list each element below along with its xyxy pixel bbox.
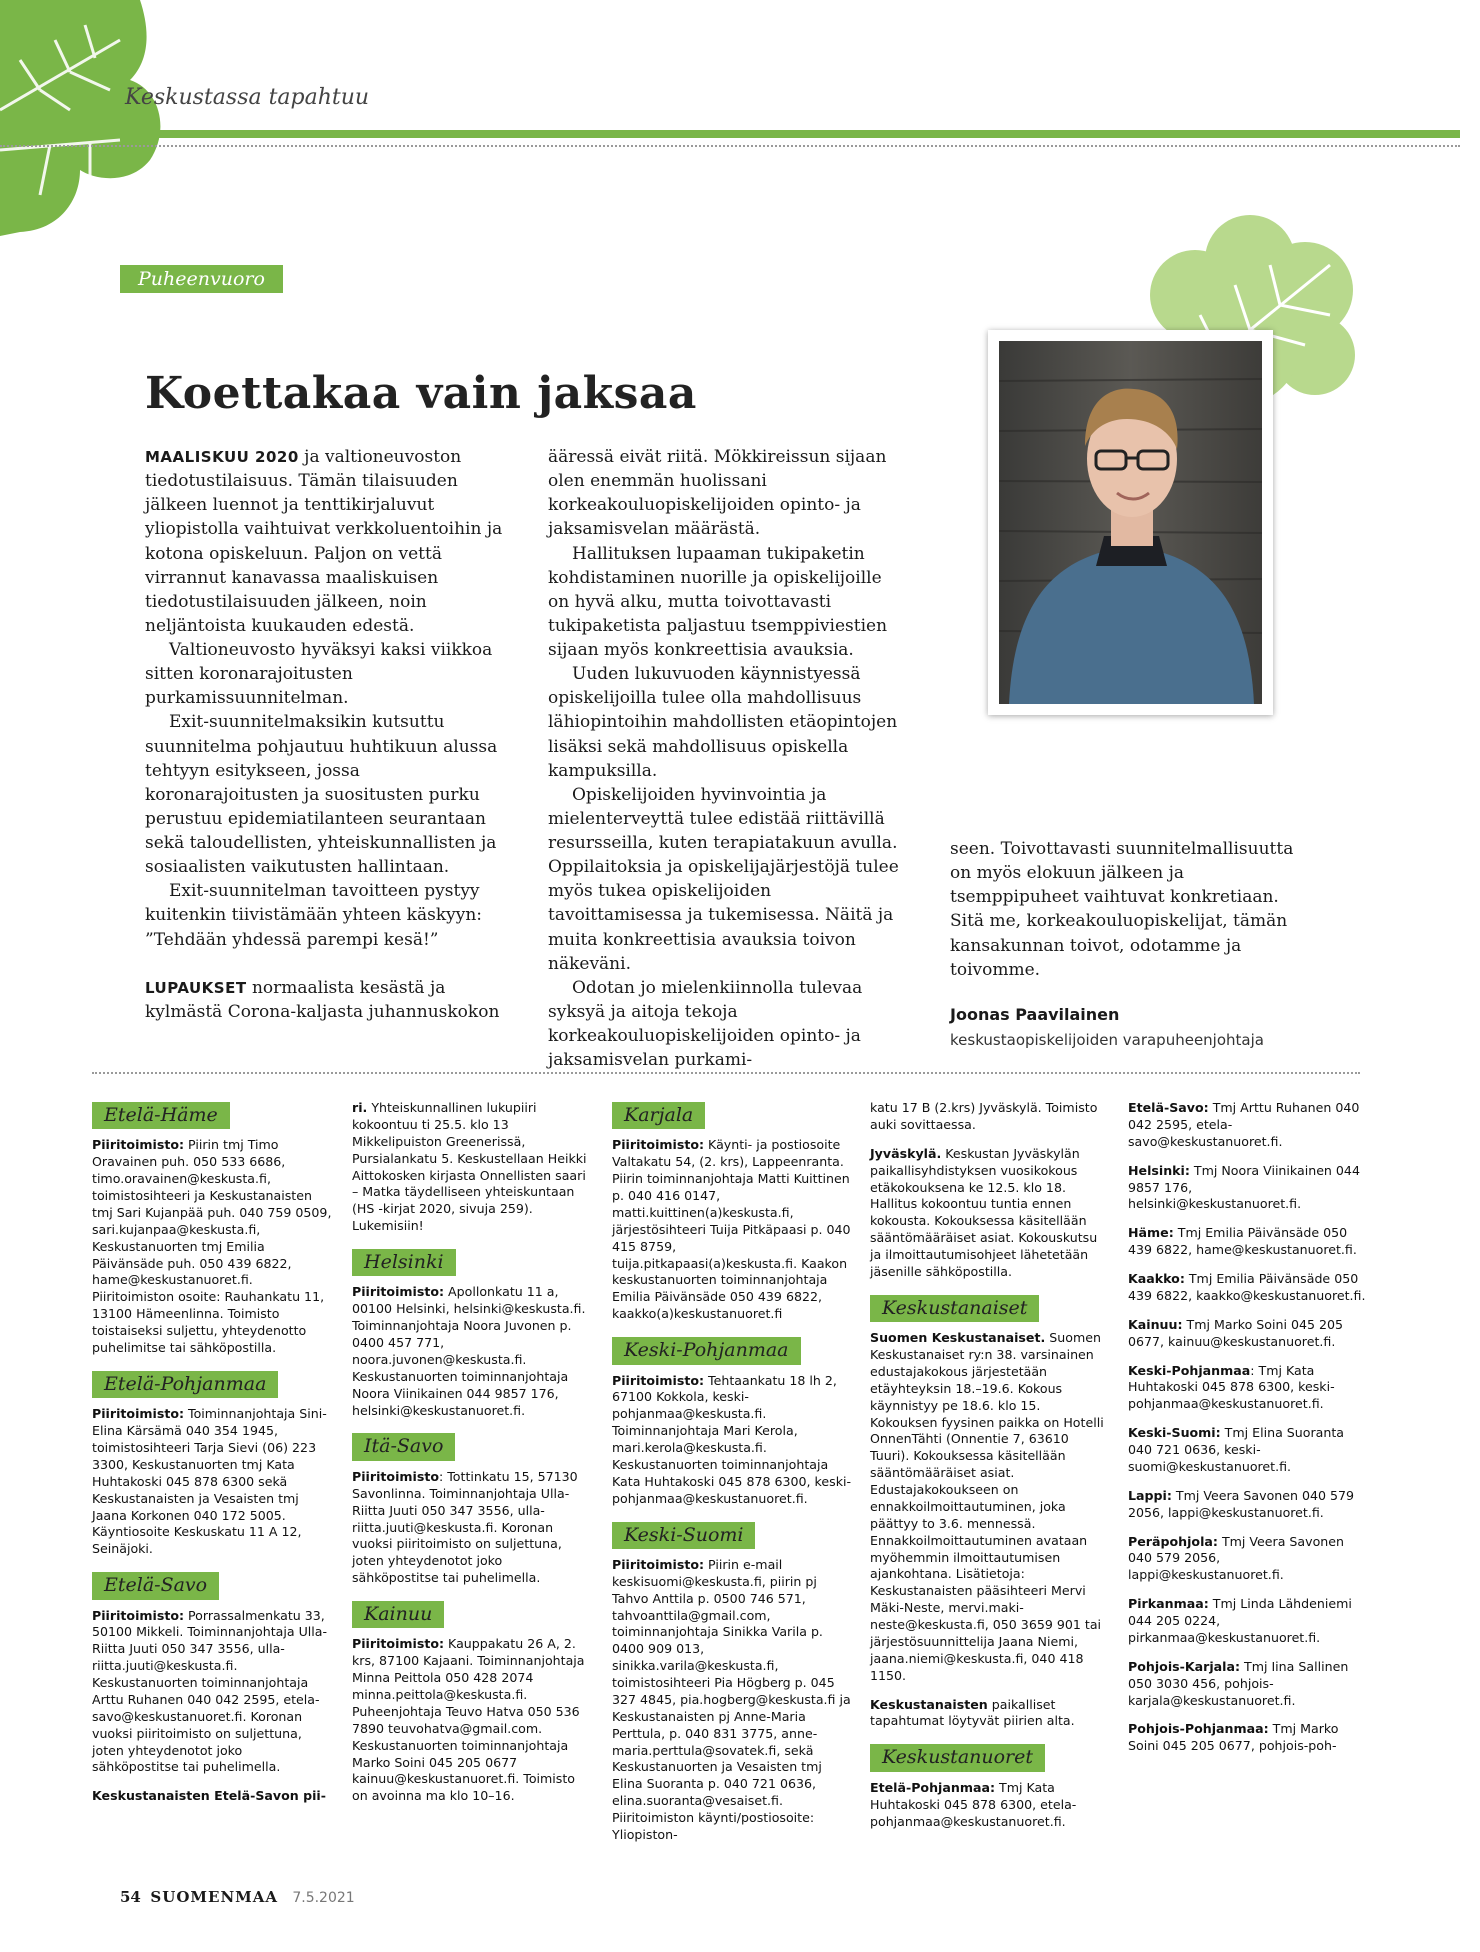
directory-entry bbox=[92, 1406, 332, 1558]
entry-label: Kainuu: bbox=[1128, 1316, 1183, 1332]
entry-label: Häme: bbox=[1128, 1225, 1174, 1241]
entry-text: paikalliset tapahtumat löytyvät piirien alta. bbox=[870, 1696, 1075, 1729]
directory-column-3 bbox=[612, 1100, 852, 1856]
directory-entry bbox=[870, 1146, 1110, 1281]
issue-date: 7.5.2021 bbox=[292, 1890, 355, 1906]
author-name: Joonas Paavilainen bbox=[950, 1004, 1120, 1024]
entry-text: : Tottinkatu 15, 57130 Savonlinna. Toiminnanjohtaja Ulla-Riitta Juuti 050 347 3556, ulla-riitta.juuti@keskusta.fi. Koronan vuoksi piiritoimisto on suljettuna, joten yhteydenotot joko sähköpostitse tai puhelimella. bbox=[352, 1468, 578, 1586]
directory-entry bbox=[612, 1137, 852, 1323]
directory-entry bbox=[92, 1788, 332, 1805]
directory-entry bbox=[612, 1557, 852, 1844]
entry-text: Piirin e-mail keskisuomi@keskusta.fi, piirin pj Tahvo Anttila p. 0500 746 571, tahvoanttila@gmail.com, toiminnanjohtaja Sinikka Varila p. 0400 909 013, sinikka.varila@keskusta.fi, toimistosihteeri Pia Högberg p. 045 327 4845, pia.hogberg@keskusta.fi ja Keskustanaisten pj Anne-Maria Perttula, p. 040 831 3775, anne-maria.perttula@sovatek.fi, sekä Keskustanuorten ja Vesaisten tmj Elina Suoranta p. 040 721 0636, elina.suoranta@vesaiset.fi. Piiritoimiston käynti/postiosoite: Yliopiston- bbox=[612, 1556, 851, 1842]
entry-text: Porrassalmenkatu 33, 50100 Mikkeli. Toiminnanjohtaja Ulla-Riitta Juuti 050 347 3556, ulla-riitta.juuti@keskusta.fi. Keskustanuorten toiminnanjohtaja Arttu Ruhanen 040 042 2595, etela-savo@keskustanuoret.fi. Koronan vuoksi piiritoimisto on suljettuna, joten yhteydenotot joko sähköpostitse tai puhelimella. bbox=[92, 1607, 328, 1775]
directory-entry bbox=[1128, 1721, 1368, 1755]
entry-text: Tmj Emilia Päivänsäde 050 439 6822, kaakko@keskustanuoret.fi. bbox=[1128, 1271, 1366, 1303]
directory-entry bbox=[1128, 1425, 1368, 1476]
header-rule bbox=[120, 130, 1460, 138]
directory-entry bbox=[352, 1100, 592, 1235]
directory-entry bbox=[1128, 1225, 1368, 1259]
clover-leaf-topleft-icon bbox=[0, 0, 170, 240]
entry-label: Lappi: bbox=[1128, 1487, 1172, 1503]
entry-label: Pirkanmaa: bbox=[1128, 1596, 1209, 1612]
entry-label: Piiritoimisto: bbox=[92, 1137, 185, 1153]
paragraph: ääressä eivät riitä. Mökkireissun sijaan olen enemmän huolissani korkeakouluopiskelijoiden opinto- ja jaksamisvelan määrästä. bbox=[548, 447, 887, 540]
entry-label: Peräpohjola: bbox=[1128, 1533, 1218, 1549]
entry-text: Tmj Veera Savonen 040 579 2056, lappi@keskustanuoret.fi. bbox=[1128, 1487, 1355, 1520]
author-role: keskustaopiskelijoiden varapuheenjohtaja bbox=[950, 1031, 1264, 1050]
paragraph: seen. Toivottavasti suunnitelmallisuutta on myös elokuun jälkeen ja tsemppipuheet vaihtuvat konkretiaan. Sitä me, korkeakouluopiskelijat, tämän kansakunnan toivot, odotamme ja toivomme. bbox=[950, 839, 1294, 980]
directory-entry bbox=[870, 1780, 1110, 1831]
entry-label: Piiritoimisto: bbox=[352, 1284, 445, 1300]
entry-label: Jyväskylä. bbox=[870, 1145, 942, 1161]
paragraph: Odotan jo mielenkiinnolla tulevaa syksyä ja aitoja tekoja korkeakouluopiskelijoiden opinto- ja jaksamisvelan purkami- bbox=[548, 977, 863, 1071]
paragraph: Hallituksen lupaaman tukipaketin kohdistaminen nuorille ja opiskelijoille on hyvä alku, mutta toivottavasti tukipaketista paljastuu tsemppiviestien sijaan myös konkreettisia avauksia. bbox=[548, 543, 888, 660]
paragraph: Uuden lukuvuoden käynnistyessä opiskelijoilla tulee olla mahdollisuus lähiopintoihin mahdollisten etäopintojen lisäksi sekä mahdollisuus opiskella kampuksilla. bbox=[548, 664, 898, 781]
region-heading: Etelä-Pohjanmaa bbox=[92, 1371, 278, 1398]
lead-in: LUPAUKSET bbox=[145, 978, 247, 997]
paragraph bbox=[145, 976, 503, 1024]
entry-text: Yhteiskunnallinen lukupiiri kokoontuu ti 25.5. klo 13 Mikkelipuiston Greenerissä, Pursialankatu 5. Keskustellaan Heikki Aittokosken kirjasta Onnellisten saari – Matka täydelliseen yhteiskuntaan (HS -kirjat 2020, sivuja 259). Lukemisiin! bbox=[352, 1100, 587, 1234]
entry-label: Piiritoimisto bbox=[352, 1468, 439, 1484]
region-heading: Itä-Savo bbox=[352, 1433, 455, 1460]
entry-label: Piiritoimisto: bbox=[92, 1607, 185, 1623]
entry-text: Tmj Emilia Päivänsäde 050 439 6822, hame@keskustanuoret.fi. bbox=[1128, 1225, 1357, 1258]
directory-entry bbox=[1128, 1100, 1368, 1151]
entry-label: Etelä-Savo: bbox=[1128, 1100, 1209, 1115]
directory-entry bbox=[870, 1697, 1110, 1731]
entry-text: Tmj Iina Sallinen 050 3030 456, pohjois-karjala@keskustanuoret.fi. bbox=[1128, 1658, 1349, 1708]
entry-label: Piiritoimisto: bbox=[612, 1556, 705, 1572]
entry-label: Piiritoimisto: bbox=[612, 1372, 705, 1388]
entry-text: Tmj Marko Soini 045 205 0677, kainuu@keskustanuoret.fi. bbox=[1128, 1316, 1344, 1349]
entry-text: Toiminnanjohtaja Sini-Elina Kärsämä 040 354 1945, toimistosihteeri Tarja Sievi (06) 223 3300, Keskustanuorten tmj Kata Huhtakoski 045 878 6300 sekä Keskustanaisten ja Vesaisten tmj Jaana Korkonen 040 172 5005. Käyntiosoite Keskuskatu 11 A 12, Seinäjoki. bbox=[92, 1406, 327, 1557]
entry-label: Keski-Suomi: bbox=[1128, 1425, 1221, 1441]
entry-text: Piirin tmj Timo Oravainen puh. 050 533 6686, timo.oravainen@keskusta.fi, toimistosihteeri ja Keskustanaisten tmj Sari Kujanpää puh. 040 759 0509, sari.kujanpaa@keskusta.fi, Keskustanuorten tmj Emilia Päivänsäde puh. 050 439 6822, hame@keskustanuoret.fi. Piiritoimiston osoite: Rauhankatu 11, 13100 Hämeenlinna. Toimisto toistaiseksi suljettu, yhteydenotto puhelimitse tai sähköpostilla. bbox=[92, 1137, 332, 1355]
paragraph: Opiskelijoiden hyvinvointia ja mielenterveyttä tulee edistää riittävillä resursseilla, kuten terapiatakuun avulla. Oppilaitoksia ja opiskelijajärjestöjä tulee myös tukea opiskelijoiden tavoittamisessa ja tukemisessa. Näitä ja muita konkreettisia avauksia toivon näkeväni. bbox=[548, 784, 899, 974]
region-heading: Keskustanuoret bbox=[870, 1744, 1045, 1771]
entry-label: Piiritoimisto: bbox=[612, 1137, 705, 1153]
paragraph: Valtioneuvosto hyväksyi kaksi viikkoa sitten koronarajoitusten purkamissuunnitelman. bbox=[145, 640, 493, 709]
entry-text: Tmj Marko Soini 045 205 0677, pohjois-poh- bbox=[1128, 1721, 1339, 1754]
entry-text: : Tmj Kata Huhtakoski 045 878 6300, keski-pohjanmaa@keskustanuoret.fi. bbox=[1128, 1362, 1335, 1412]
entry-label: Suomen Keskustanaiset. bbox=[870, 1330, 1046, 1346]
article-column-3 bbox=[950, 837, 1295, 1052]
paragraph bbox=[145, 445, 503, 638]
directory-entry bbox=[352, 1284, 592, 1419]
entry-text: katu 17 B (2.krs) Jyväskylä. Toimisto auki sovittaessa. bbox=[870, 1100, 1098, 1132]
directory-entry bbox=[870, 1100, 1110, 1134]
directory-entry bbox=[870, 1330, 1110, 1684]
article-column-1 bbox=[145, 445, 503, 1024]
directory-entry bbox=[1128, 1271, 1368, 1305]
author-photo bbox=[988, 330, 1273, 715]
page-number: 54 bbox=[120, 1888, 141, 1906]
directory-entry bbox=[1128, 1596, 1368, 1647]
entry-text: Kauppakatu 26 A, 2. krs, 87100 Kajaani. Toiminnanjohtaja Minna Peittola 050 428 2074 minna.peittola@keskusta.fi. Puheenjohtaja Teuvo Hatva 050 536 7890 teuvohatva@gmail.com. Keskustanuorten toiminnanjohtaja Marko Soini 045 205 0677 kainuu@keskustanuoret.fi. Toimisto on avoinna ma klo 10–16. bbox=[352, 1636, 585, 1804]
entry-label: Pohjois-Karjala: bbox=[1128, 1658, 1240, 1674]
directory-entry bbox=[352, 1469, 592, 1587]
entry-label: Keski-Pohjanmaa bbox=[1128, 1362, 1251, 1378]
section-title: Keskustassa tapahtuu bbox=[125, 85, 370, 110]
entry-label: Etelä-Pohjanmaa: bbox=[870, 1779, 995, 1795]
entry-text: Tmj Linda Lähdeniemi 044 205 0224, pirkanmaa@keskustanuoret.fi. bbox=[1128, 1596, 1352, 1645]
paragraph: Exit-suunnitelman tavoitteen pystyy kuitenkin tiivistämään yhteen käskyyn: ”Tehdään yhdessä parempi kesä!” bbox=[145, 881, 483, 950]
entry-label: Piiritoimisto: bbox=[92, 1406, 185, 1422]
entry-text: Apollonkatu 11 a, 00100 Helsinki, helsinki@keskusta.fi. Toiminnanjohtaja Noora Juvonen p. 0400 457 771, noora.juvonen@keskusta.fi. Keskustanuorten toiminnanjohtaja Noora Viinikainen 044 9857 176, helsinki@keskustanuoret.fi. bbox=[352, 1284, 586, 1418]
directory-entry bbox=[1128, 1317, 1368, 1351]
paragraph: Exit-suunnitelmaksikin kutsuttu suunnitelma pohjautuu huhtikuun alussa tehtyyn esitykseen, jossa koronarajoitusten ja suositusten purku perustuu epidemiatilanteen seurantaan sekä taloudellisten, yhteiskunnallisten ja sosiaalisten vaikutusten hallintaan. bbox=[145, 712, 498, 878]
entry-text: Tehtaankatu 18 lh 2, 67100 Kokkola, keski-pohjanmaa@keskusta.fi. Toiminnanjohtaja Mari Kerola, mari.kerola@keskusta.fi. Keskustanuorten toiminnanjohtaja Kata Huhtakoski 045 878 6300, keski-pohjanmaa@keskustanuoret.fi. bbox=[612, 1372, 852, 1506]
region-heading: Etelä-Häme bbox=[92, 1102, 230, 1129]
region-heading: Karjala bbox=[612, 1102, 705, 1129]
region-heading: Helsinki bbox=[352, 1249, 456, 1276]
entry-label: Helsinki: bbox=[1128, 1162, 1190, 1178]
entry-text: Tmj Arttu Ruhanen 040 042 2595, etela-savo@keskustanuoret.fi. bbox=[1128, 1100, 1360, 1149]
entry-label: Kaakko: bbox=[1128, 1271, 1185, 1286]
entry-label: Pohjois-Pohjanmaa: bbox=[1128, 1721, 1269, 1737]
entry-label: ri. bbox=[352, 1100, 368, 1115]
paragraph-text: normaalista kesästä ja kylmästä Corona-kaljasta juhannuskokon bbox=[145, 977, 500, 1022]
directory-entry bbox=[1128, 1534, 1368, 1585]
section-divider bbox=[92, 1072, 1360, 1074]
entry-label: Keskustanaisten Etelä-Savon pii- bbox=[92, 1788, 326, 1804]
page-footer bbox=[120, 1888, 355, 1906]
entry-text: Tmj Noora Viinikainen 044 9857 176, helsinki@keskustanuoret.fi. bbox=[1128, 1162, 1360, 1212]
entry-text: Tmj Elina Suoranta 040 721 0636, keski-suomi@keskustanuoret.fi. bbox=[1128, 1425, 1345, 1474]
region-heading: Kainuu bbox=[352, 1601, 444, 1628]
lead-in: MAALISKUU 2020 bbox=[145, 448, 299, 466]
directory-entry bbox=[1128, 1488, 1368, 1522]
directory-entry bbox=[1128, 1163, 1368, 1214]
article-column-2 bbox=[548, 445, 906, 1072]
header-dotted-rule bbox=[0, 145, 1460, 147]
article-title: Koettakaa vain jaksaa bbox=[145, 368, 697, 419]
region-heading: Keski-Suomi bbox=[612, 1522, 755, 1549]
directory-column-4 bbox=[870, 1100, 1110, 1842]
entry-label: Piiritoimisto: bbox=[352, 1636, 445, 1652]
directory-entry bbox=[352, 1636, 592, 1805]
entry-text: Käynti- ja postiosoite Valtakatu 54, (2. krs), Lappeenranta. Piirin toiminnanjohtaja Matti Kuittinen p. 040 416 0147, matti.kuittinen(a)keskusta.fi, järjestösihteeri Tuija Pitkäpaasi p. 040 415 8759, tuija.pitkapaasi(a)keskusta.fi. Kaakon keskustanuorten toiminnanjohtaja Emilia Päivänsäde 050 439 6822, kaakko(a)keskustanuoret.fi bbox=[612, 1137, 851, 1322]
directory-entry bbox=[612, 1373, 852, 1508]
magazine-name: SUOMENMAA bbox=[150, 1888, 279, 1906]
directory-entry bbox=[1128, 1363, 1368, 1414]
entry-label: Keskustanaisten bbox=[870, 1696, 988, 1712]
entry-text: Suomen Keskustanaiset ry:n 38. varsinainen edustajakokous järjestetään etäyhteyksin 18.–19.6. Kokous käynnistyy pe 18.6. klo 15. Kokouksen fyysinen paikka on Hotelli OnnenTähti (Onnentie 7, 63610 Tuuri). Kokouksessa käsitellään sääntömääräiset asiat. Edustajakokoukseen on ennakkoilmoittautuminen, joka päättyy to 3.6. mennessä. Ennakkoilmoittautuminen avataan myöhemmin ilmoittautumisen ajankohtana. Lisätietoja: Keskustanaisten pääsihteeri Mervi Mäki-Neste, mervi.maki-neste@keskusta.fi, 050 3659 901 tai järjestösuunnittelija Jaana Niemi, jaana.niemi@keskusta.fi, 040 418 1150. bbox=[870, 1330, 1104, 1683]
region-heading: Etelä-Savo bbox=[92, 1572, 219, 1599]
directory-column-1 bbox=[92, 1100, 332, 1817]
directory-column-2 bbox=[352, 1100, 592, 1817]
entry-text: Tmj Kata Huhtakoski 045 878 6300, etela-pohjanmaa@keskustanuoret.fi. bbox=[870, 1779, 1077, 1829]
directory-column-5 bbox=[1128, 1100, 1368, 1767]
directory-entry bbox=[92, 1137, 332, 1356]
region-heading: Keski-Pohjanmaa bbox=[612, 1337, 801, 1364]
entry-text: Tmj Veera Savonen 040 579 2056, lappi@keskustanuoret.fi. bbox=[1128, 1533, 1345, 1583]
paragraph-text: ja valtioneuvoston tiedotustilaisuus. Tämän tilaisuuden jälkeen luennot ja tenttikirjaluvut yliopistolla vaihtuivat verkkoluentoihin ja kotona opiskeluun. Paljon on vettä virrannut kanavassa maaliskuisen tiedotustilaisuuden jälkeen, noin neljäntoista kuukauden edestä. bbox=[145, 447, 503, 636]
directory-entry bbox=[92, 1608, 332, 1777]
directory-entry bbox=[1128, 1659, 1368, 1710]
entry-text: Keskustan Jyväskylän paikallisyhdistyksen vuosikokous etäkokouksena ke 12.5. klo 18. Hallitus kokoontuu tuntia ennen kokousta. Kokouksessa käsitellään sääntömääräiset asiat. Kokouskutsu ja ilmoittautumisohjeet lähetetään jäsenille sähköpostilla. bbox=[870, 1145, 1098, 1279]
article-tag: Puheenvuoro bbox=[120, 265, 283, 293]
region-heading: Keskustanaiset bbox=[870, 1295, 1039, 1322]
